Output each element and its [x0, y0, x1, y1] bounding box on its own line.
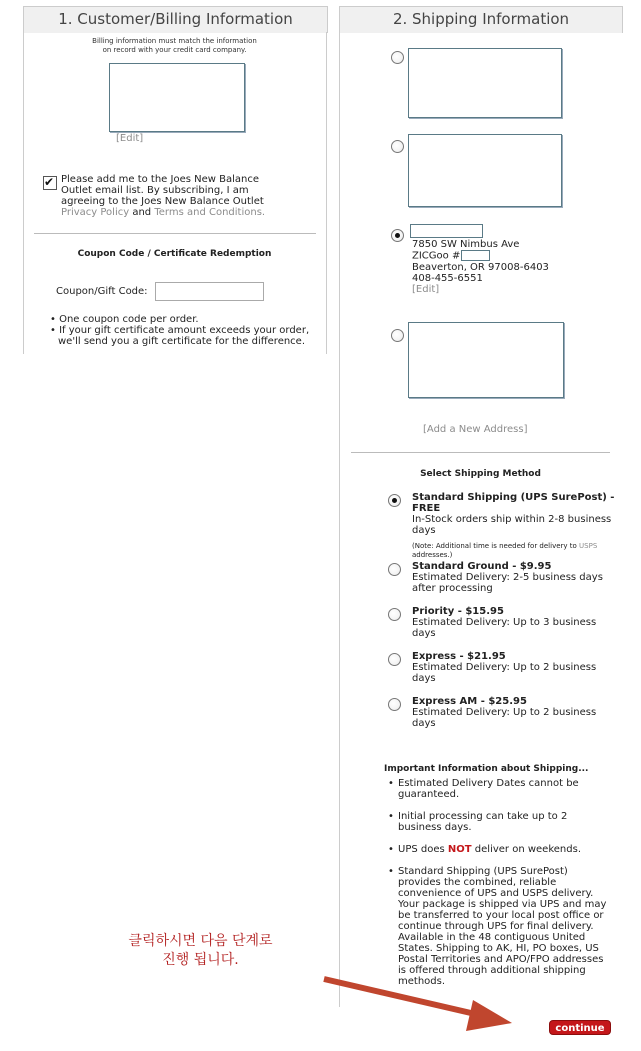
terms-link[interactable]: Terms and Conditions. [154, 207, 266, 218]
shipping-info-item-4-line: Postal Territories and APO/FPO addresses [398, 954, 604, 965]
billing-edit-link[interactable]: [Edit] [116, 133, 144, 144]
email-optin-text: Please add me to the Joes New Balance Outlet email list. By subscribing, I am agreeing to the Joes New Balance Outlet Privacy Policy and Terms and Conditions. [61, 174, 266, 218]
shipping-info-item-4-line: be transferred to your local post office or [398, 910, 604, 921]
address-street: 7850 SW Nimbus Ave [412, 239, 520, 250]
shipping-info-item-4-line: States. Shipping to AK, HI, PO boxes, US [398, 943, 599, 954]
coupon-label: Coupon/Gift Code: [56, 286, 148, 297]
shipping-method-standard-free: Standard Shipping (UPS SurePost) - FREE In-Stock orders ship within 2-8 business days (Note: Additional time is needed for delivery to USPS addresses.) [412, 492, 622, 560]
shipping-method-express-am: Express AM - $25.95 Estimated Delivery: Up to 2 business days [412, 696, 597, 729]
shipping-header: 2. Shipping Information [339, 6, 623, 33]
shipping-info-item-3: • UPS does NOT deliver on weekends. [385, 844, 625, 855]
coupon-note-1: • One coupon code per order. [50, 314, 199, 325]
shipping-method-express: Express - $21.95 Estimated Delivery: Up to 2 business days [412, 651, 597, 684]
shipping-method-standard-ground: Standard Ground - $9.95 Estimated Delivery: 2-5 business days after processing [412, 561, 603, 594]
privacy-policy-link[interactable]: Privacy Policy [61, 207, 130, 218]
billing-header: 1. Customer/Billing Information [23, 6, 328, 33]
shipping-method-priority: Priority - $15.95 Estimated Delivery: Up to 3 business days [412, 606, 597, 639]
shipping-info-item-4-line: Your package is shipped via UPS and may [398, 899, 607, 910]
arrow-head [466, 1000, 512, 1031]
add-address-link[interactable]: [Add a New Address] [423, 424, 528, 435]
shipping-info-item-4-line: Available in the 48 contiguous United [398, 932, 586, 943]
billing-note: Billing information must match the information on record with your credit card company. [92, 37, 257, 54]
continue-button[interactable]: continue ❯ [549, 1020, 611, 1035]
shipping-method-title: Select Shipping Method [420, 469, 541, 479]
shipping-info-item-4-line: provides the combined, reliable [398, 877, 557, 888]
shipping-info-item-2: • Initial processing can take up to 2 business days. [385, 811, 625, 833]
usps-note: (Note: Additional time is needed for delivery to USPS addresses.) [412, 542, 598, 559]
shipping-info-item-4-line: continue through UPS for final delivery. [398, 921, 594, 932]
coupon-title: Coupon Code / Certificate Redemption [77, 249, 272, 259]
usps-link[interactable]: USPS [579, 542, 598, 550]
shipping-info-item-4-line: methods. [398, 976, 446, 987]
shipping-info-item-4-line: convenience of UPS and USPS delivery. [398, 888, 594, 899]
annotation-text: 클릭하시면 다음 단계로 진행 됩니다. [128, 933, 273, 968]
address-city: Beaverton, OR 97008-6403 [412, 261, 549, 273]
shipping-info-item-4-line: Standard Shipping (UPS SurePost) [398, 866, 568, 877]
address-edit-link[interactable]: [Edit] [412, 283, 440, 295]
shipping-info-item-4-line: is offered through additional shipping [398, 965, 586, 976]
shipping-info-item-1: • Estimated Delivery Dates cannot be guaranteed. [385, 778, 625, 800]
coupon-notes: • One coupon code per order. • If your gift certificate amount exceeds your order, we'll send you a gift certificate for the difference. [50, 314, 320, 347]
address-zic: ZICGoo # [412, 250, 592, 262]
arrow-shaft [324, 979, 484, 1016]
shipping-info-title: Important Information about Shipping... [384, 764, 589, 774]
check-icon: ✔ [44, 175, 55, 189]
chevron-right-icon: ❯ [575, 1038, 585, 1049]
address-phone: 408-455-6551 [412, 272, 483, 284]
coupon-note-2: • If your gift certificate amount exceeds your order, [50, 325, 310, 336]
